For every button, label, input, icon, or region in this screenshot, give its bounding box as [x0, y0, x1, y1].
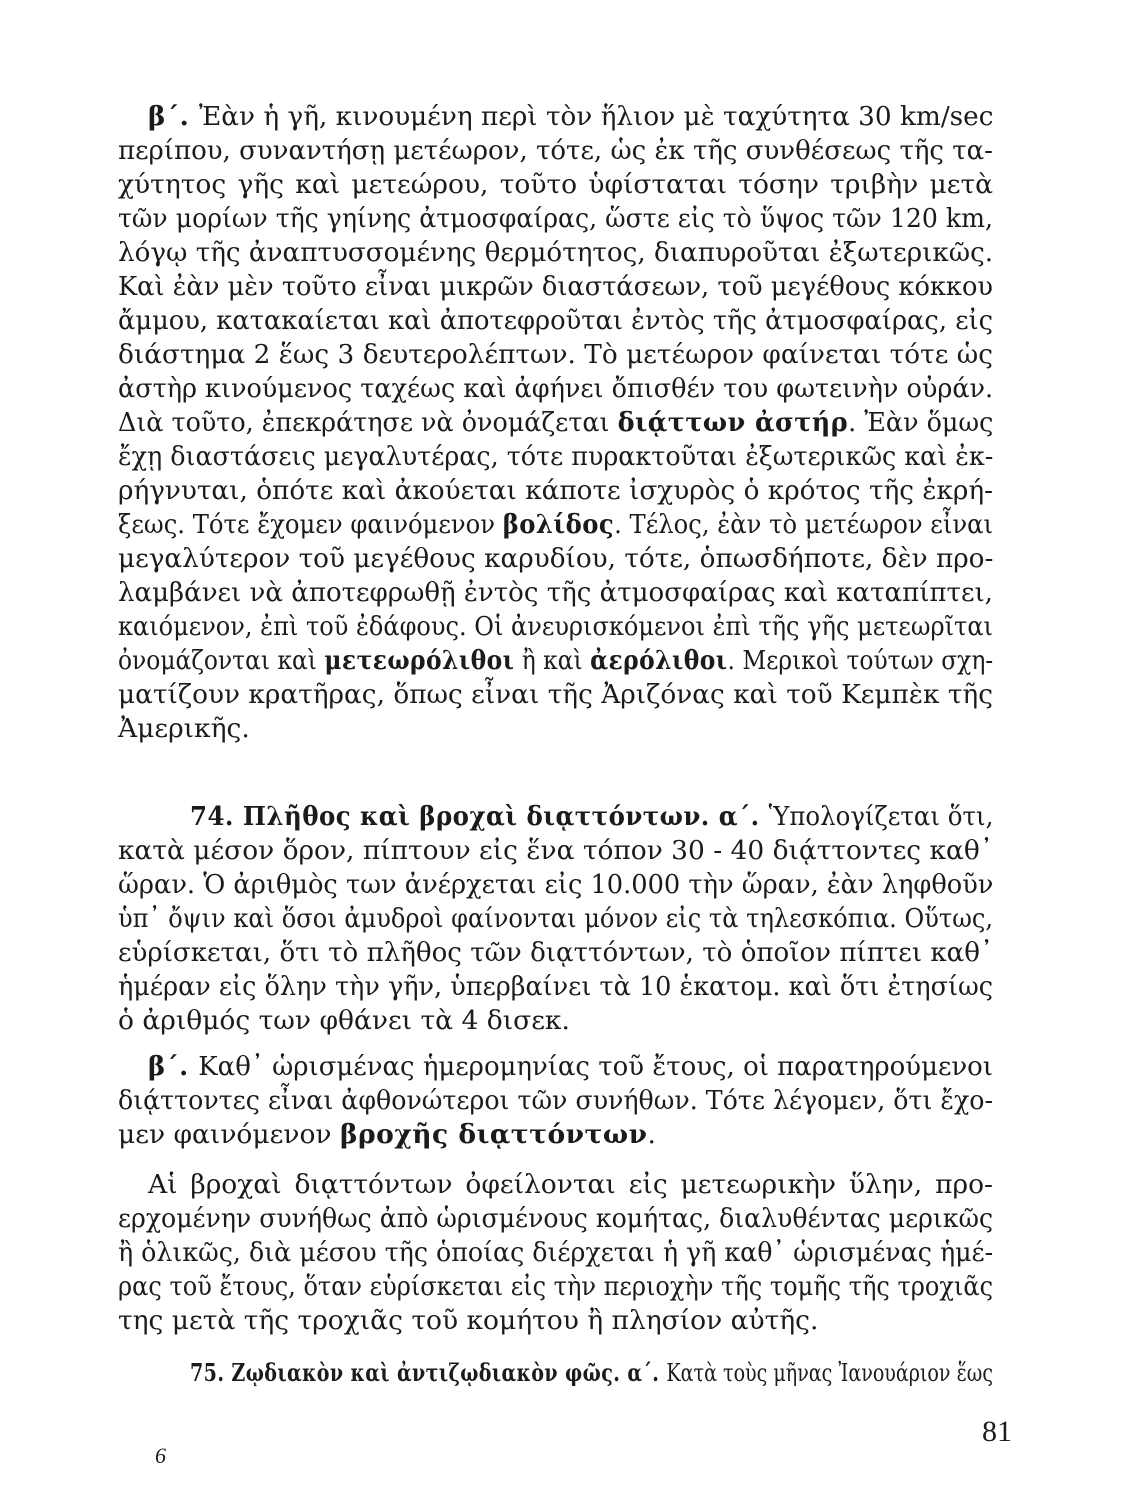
text-segment: ερχομένην συνήθως ἀπὸ ὡρισμένους κομήτας, διαλυθέντας μερικῶς [118, 1203, 994, 1234]
bold-term: β΄. [148, 1051, 199, 1082]
text-line [118, 508, 993, 542]
text-line [118, 1118, 993, 1152]
text-line [118, 542, 993, 576]
text-line [190, 1356, 993, 1390]
text-line [118, 576, 993, 610]
page-number: 81 [982, 1415, 1012, 1448]
text-line [190, 800, 993, 834]
text-line [118, 678, 993, 712]
text-line [118, 1304, 993, 1338]
bold-term: β΄. [148, 101, 199, 132]
text-segment: ματίζουν κρατῆρας, ὅπως εἶναι τῆς Ἀριζόνας καὶ τοῦ Κεμπὲκ τῆς [118, 679, 993, 710]
text-segment: Ἐὰν ἡ γῆ, κινουμένη περὶ τὸν ἥλιον μὲ ταχύτητα 30 km/sec [198, 101, 994, 132]
text-segment: . Τέλος, ἐὰν τὸ μετέωρον εἶναι [614, 509, 994, 540]
text-segment: διᾴττοντες εἶναι ἀφθονώτεροι τῶν συνήθων. Τότε λέγομεν, ὅτι ἔχο- [118, 1085, 994, 1116]
text-segment: μεν φαινόμενον [118, 1119, 340, 1150]
bold-term: 74. Πλῆθος καὶ βροχαὶ διᾳττόντων. α΄. [190, 801, 769, 832]
text-line [118, 270, 993, 304]
text-segment: εὑρίσκεται, ὅτι τὸ πλῆθος τῶν διᾳττόντων, τὸ ὁποῖον πίπτει καθ᾽ [118, 937, 994, 968]
text-segment: ξεως. Τότε ἔχομεν φαινόμενον [118, 509, 503, 540]
text-segment: ἔχῃ διαστάσεις μεγαλυτέρας, τότε πυρακτοῦται ἐξωτερικῶς καὶ ἐκ- [118, 441, 994, 472]
text-line [118, 202, 993, 236]
text-line [118, 304, 993, 338]
text-segment: . Μερικοὶ τούτων σχη- [727, 645, 994, 676]
text-segment: Ἀμερικῆς. [118, 713, 250, 744]
text-line [118, 474, 993, 508]
text-line [118, 610, 993, 644]
text-line [118, 440, 993, 474]
text-segment: διάστημα 2 ἕως 3 δευτερολέπτων. Τὸ μετέωρον φαίνεται τότε ὡς [118, 339, 993, 370]
text-segment: ἡμέραν εἰς ὅλην τὴν γῆν, ὑπερβαίνει τὰ 10 ἑκατομ. καὶ ὅτι ἐτησίως [118, 971, 994, 1002]
text-line [148, 1050, 993, 1084]
text-segment: ὑπ᾽ ὄψιν καὶ ὅσοι ἀμυδροὶ φαίνονται μόνον εἰς τὰ τηλεσκόπια. Οὕτως, [118, 903, 993, 934]
text-segment: ἄμμου, κατακαίεται καὶ ἀποτεφροῦται ἐντὸς τῆς ἀτμοσφαίρας, εἰς [118, 305, 994, 336]
text-line [118, 406, 993, 440]
text-segment: ὀνομάζονται καὶ [118, 645, 325, 676]
text-segment: . Ἐὰν ὅμως [848, 407, 994, 438]
text-line [118, 902, 993, 936]
text-segment: της μετὰ τῆς τροχιᾶς τοῦ κομήτου ἢ πλησίον αὐτῆς. [118, 1305, 819, 1336]
text-line [118, 236, 993, 270]
bold-term: μετεωρόλιθοι [324, 645, 515, 676]
bold-term: ἀερόλιθοι [590, 645, 728, 676]
text-segment: ὁ ἀριθμός των φθάνει τὰ 4 δισεκ. [118, 1005, 570, 1036]
text-line [118, 970, 993, 1004]
text-line [118, 868, 993, 902]
text-line [118, 644, 993, 678]
text-line [118, 936, 993, 970]
text-segment: ἀστὴρ κινούμενος ταχέως καὶ ἀφήνει ὄπισθέν του φωτεινὴν οὐράν. [118, 373, 994, 404]
text-line [118, 1270, 993, 1304]
text-segment: Αἱ βροχαὶ διᾳττόντων ὀφείλονται εἰς μετεωρικὴν ὕλην, προ- [148, 1169, 993, 1200]
text-segment: Κατὰ τοὺς μῆνας Ἰανουάριον ἕως [666, 1359, 994, 1387]
bold-term: βολίδος [502, 509, 615, 540]
text-line [118, 372, 993, 406]
text-segment: καιόμενον, ἐπὶ τοῦ ἐδάφους. Οἱ ἀνευρισκόμενοι ἐπὶ τῆς γῆς μετεωρῖται [118, 611, 993, 642]
text-segment: μεγαλύτερον τοῦ μεγέθους καρυδίου, τότε, ὁπωσδήποτε, δὲν προ- [118, 543, 994, 574]
text-segment: . [647, 1119, 656, 1150]
text-segment: κατὰ μέσον ὅρον, πίπτουν εἰς ἕνα τόπον 30 - 40 διᾴττοντες καθ᾽ [118, 835, 994, 866]
bold-term: διᾴττων ἀστήρ [617, 407, 849, 438]
text-line [118, 1084, 993, 1118]
text-segment: ὥραν. Ὁ ἀριθμὸς των ἀνέρχεται εἰς 10.000 τὴν ὥραν, ἐὰν ληφθοῦν [118, 869, 994, 900]
text-segment: ρήγνυται, ὁπότε καὶ ἀκούεται κάποτε ἰσχυρὸς ὁ κρότος τῆς ἐκρή- [118, 475, 994, 506]
text-line [118, 1202, 993, 1236]
text-line [148, 100, 993, 134]
text-line [118, 338, 993, 372]
text-segment: περίπου, συναντήσῃ μετέωρον, τότε, ὡς ἐκ τῆς συνθέσεως τῆς τα- [118, 135, 993, 166]
text-line [118, 134, 993, 168]
text-line [118, 1004, 993, 1038]
text-segment: Διὰ τοῦτο, ἐπεκράτησε νὰ ὀνομάζεται [118, 407, 618, 438]
text-segment: ἢ καὶ [514, 645, 591, 676]
bold-term: βροχῆς διᾳττόντων [339, 1119, 648, 1150]
text-segment: χύτητος γῆς καὶ μετεώρου, τοῦτο ὑφίσταται τόσην τριβὴν μετὰ [118, 169, 993, 200]
text-segment: ἢ ὁλικῶς, διὰ μέσου τῆς ὁποίας διέρχεται ἡ γῆ καθ᾽ ὡρισμένας ἡμέ- [118, 1237, 994, 1268]
text-segment: ρας τοῦ ἔτους, ὅταν εὑρίσκεται εἰς τὴν περιοχὴν τῆς τομῆς τῆς τροχιᾶς [118, 1271, 994, 1302]
text-line [118, 168, 993, 202]
text-segment: Καὶ ἐὰν μὲν τοῦτο εἶναι μικρῶν διαστάσεων, τοῦ μεγέθους κόκκου [118, 271, 993, 302]
text-segment: λαμβάνει νὰ ἀποτεφρωθῇ ἐντὸς τῆς ἀτμοσφαίρας καὶ καταπίπτει, [118, 577, 993, 608]
signature-mark: 6 [155, 1443, 166, 1468]
text-line [118, 1236, 993, 1270]
text-line [148, 1168, 993, 1202]
bold-term: 75. Ζῳδιακὸν καὶ ἀντιζῳδιακὸν φῶς. α΄. [190, 1358, 667, 1387]
text-segment: λόγῳ τῆς ἀναπτυσσομένης θερμότητος, διαπυροῦται ἐξωτερικῶς. [118, 237, 994, 268]
text-line [118, 712, 993, 746]
text-line [118, 834, 993, 868]
text-segment: τῶν μορίων τῆς γηίνης ἀτμοσφαίρας, ὥστε εἰς τὸ ὕψος τῶν 120 km, [118, 203, 993, 234]
text-segment: Ὑπολογίζεται ὅτι, [768, 801, 994, 832]
text-segment: Καθ᾽ ὡρισμένας ἡμερομηνίας τοῦ ἔτους, οἱ παρατηρούμενοι [198, 1051, 993, 1082]
